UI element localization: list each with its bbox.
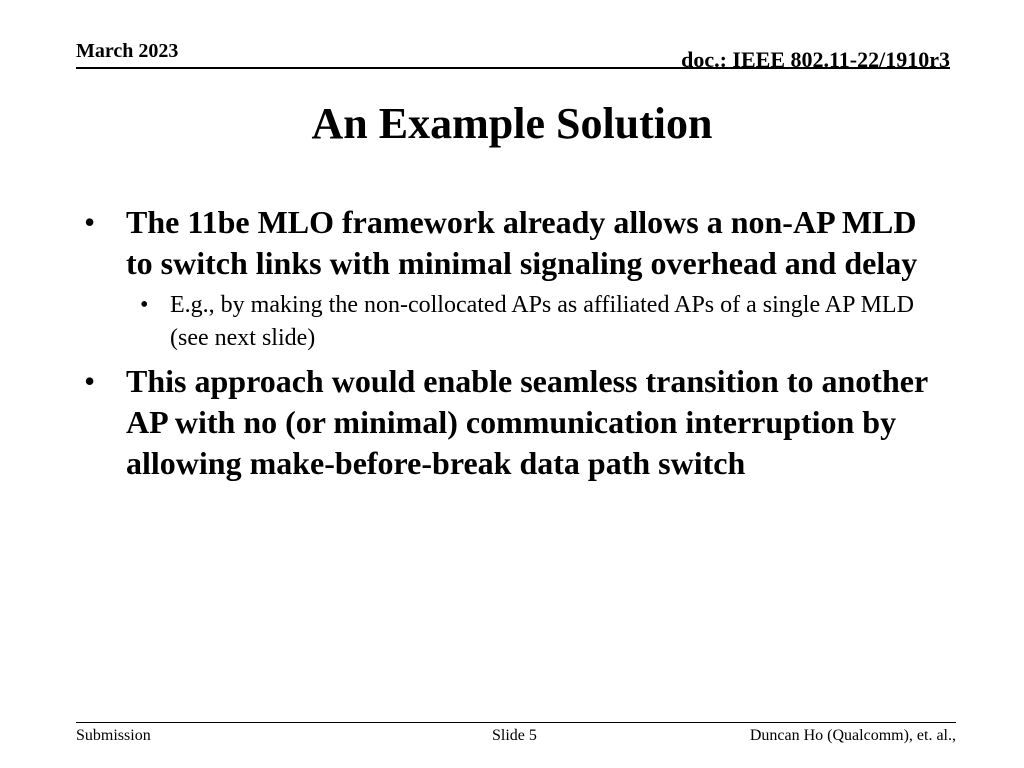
- sub-bullet-text: E.g., by making the non-collocated APs as affiliated APs of a single AP MLD (see next slide): [170, 292, 914, 351]
- slide-title: An Example Solution: [311, 99, 713, 148]
- bullet-text: This approach would enable seamless transition to another AP with no (or minimal) communication interruption by allowing make-before-break data path switch: [126, 363, 928, 481]
- bullet-item: [84, 202, 944, 284]
- slide-body: [84, 202, 944, 484]
- bullet-item: [84, 361, 944, 484]
- sub-bullet-item: [84, 289, 944, 355]
- sub-bullet-marker: •: [140, 292, 149, 318]
- bullet-marker: •: [84, 363, 96, 399]
- footer-divider: [76, 722, 956, 723]
- bullet-marker: •: [84, 204, 96, 240]
- header-date: March 2023: [76, 40, 179, 62]
- footer-author: Duncan Ho (Qualcomm), et. al.,: [749, 727, 956, 744]
- footer-slide-number: Slide 5: [492, 727, 537, 744]
- footer-submission: Submission: [76, 727, 151, 744]
- header-divider: [76, 67, 950, 69]
- header-doc-id: doc.: IEEE 802.11-22/1910r3: [681, 47, 950, 72]
- bullet-text: The 11be MLO framework already allows a non-AP MLD to switch links with minimal signaling overhead and delay: [126, 204, 918, 281]
